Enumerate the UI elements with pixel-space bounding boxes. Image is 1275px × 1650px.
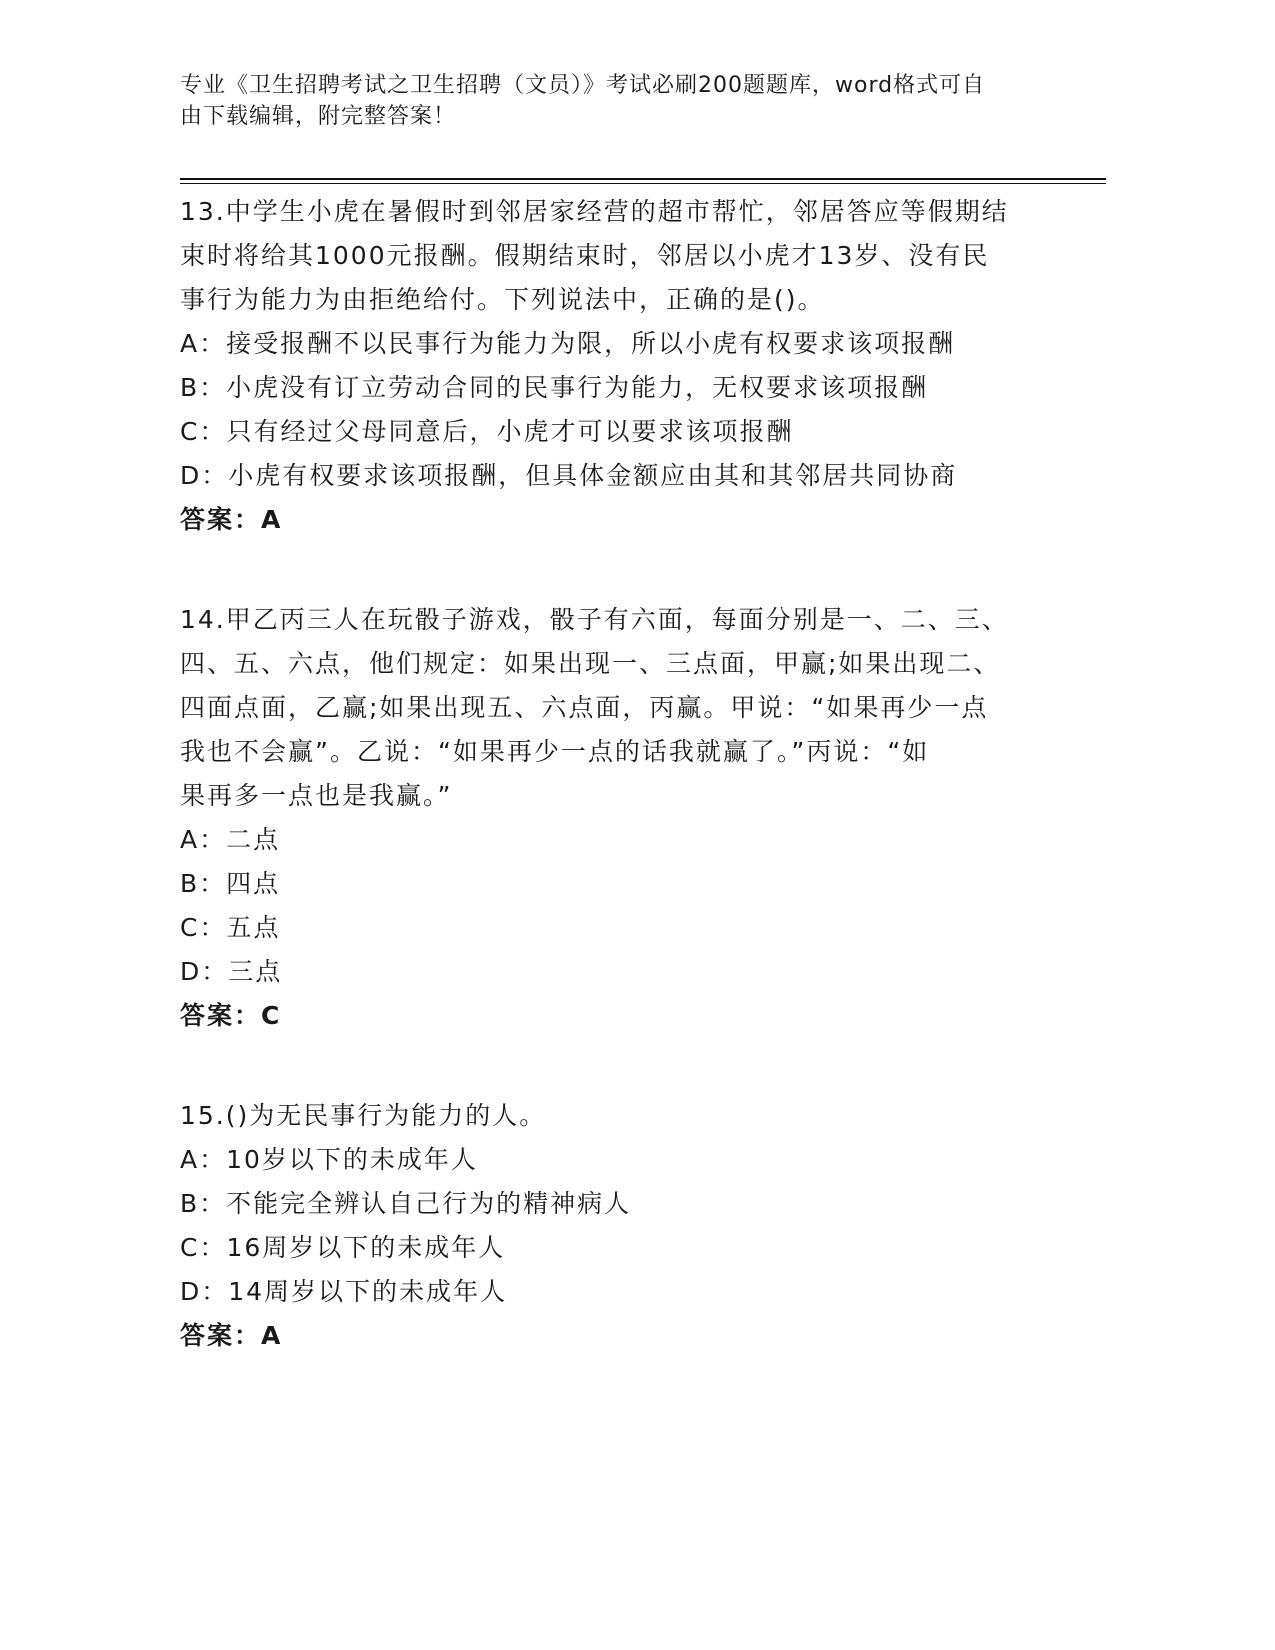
- document-header: [180, 70, 1040, 132]
- question-stem-line: 四面点面，乙赢;如果出现五、六点面，丙赢。甲说：“如果再少一点: [180, 693, 989, 722]
- option-c: C：只有经过父母同意后，小虎才可以要求该项报酬: [180, 417, 794, 446]
- header-line-2: 由下载编辑，附完整答案！: [180, 104, 457, 129]
- question-14: [180, 598, 1050, 1038]
- answer-line: 答案：C: [180, 1001, 282, 1030]
- answer-line: 答案：A: [180, 505, 283, 534]
- answer-line: 答案：A: [180, 1321, 283, 1350]
- option-c: C：16周岁以下的未成年人: [180, 1233, 506, 1262]
- question-list: [180, 190, 1050, 1358]
- question-stem-line: 14.甲乙丙三人在玩骰子游戏，骰子有六面，每面分别是一、二、三、: [180, 605, 1009, 634]
- question-stem-line: 四、五、六点，他们规定：如果出现一、三点面，甲赢;如果出现二、: [180, 649, 1001, 678]
- header-divider-thin: [180, 183, 1106, 184]
- question-stem-line: 束时将给其1000元报酬。假期结束时，邻居以小虎才13岁、没有民: [180, 241, 990, 270]
- question-15: [180, 1094, 1050, 1358]
- question-stem-line: 我也不会赢”。乙说：“如果再少一点的话我就赢了。”丙说：“如: [180, 737, 930, 766]
- option-d: D：小虎有权要求该项报酬，但具体金额应由其和其邻居共同协商: [180, 461, 958, 490]
- question-stem-line: 13.中学生小虎在暑假时到邻居家经营的超市帮忙，邻居答应等假期结: [180, 197, 1009, 226]
- header-divider-thick: [180, 178, 1106, 180]
- question-stem-line: 事行为能力为由拒绝给付。下列说法中，正确的是()。: [180, 285, 825, 314]
- question-stem-line: 15.()为无民事行为能力的人。: [180, 1101, 547, 1130]
- option-a: A：二点: [180, 825, 281, 854]
- option-a: A：接受报酬不以民事行为能力为限，所以小虎有权要求该项报酬: [180, 329, 956, 358]
- option-b: B：四点: [180, 869, 281, 898]
- question-stem-line: 果再多一点也是我赢。”: [180, 781, 453, 810]
- option-b: B：小虎没有订立劳动合同的民事行为能力，无权要求该项报酬: [180, 373, 929, 402]
- question-13: [180, 190, 1050, 542]
- option-c: C：五点: [180, 913, 281, 942]
- question-spacer: [180, 542, 1050, 598]
- option-b: B：不能完全辨认自己行为的精神病人: [180, 1189, 632, 1218]
- option-d: D：14周岁以下的未成年人: [180, 1277, 508, 1306]
- option-d: D：三点: [180, 957, 283, 986]
- question-spacer: [180, 1038, 1050, 1094]
- option-a: A：10岁以下的未成年人: [180, 1145, 478, 1174]
- header-line-1: 专业《卫生招聘考试之卫生招聘（文员）》考试必刷200题题库，word格式可自: [180, 73, 986, 98]
